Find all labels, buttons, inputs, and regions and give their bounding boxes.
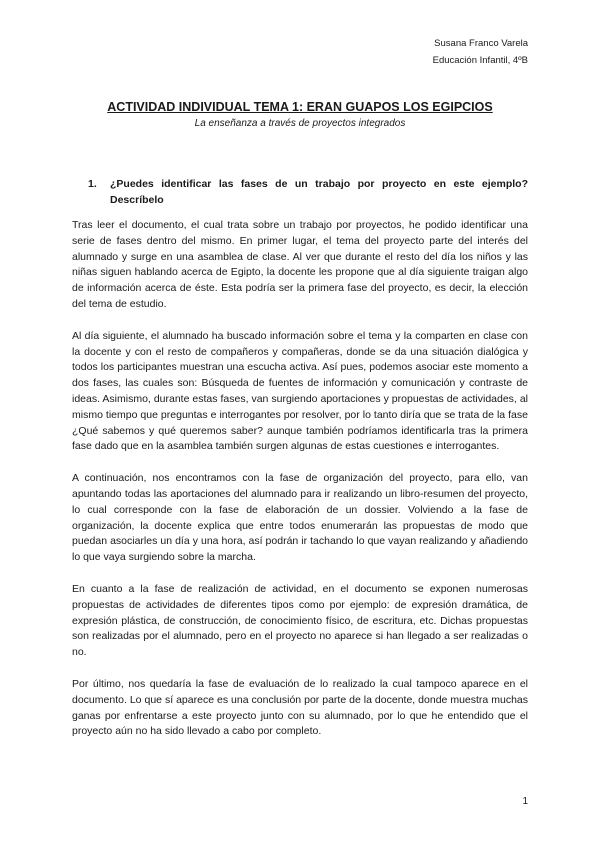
paragraph: En cuanto a la fase de realización de actividad, en el documento se exponen numerosas propuestas de actividades de diferentes tipos como por ejemplo: de expresión dramática, de expresión plástica, de construcción, de conocimiento físico, de escritura, etc. Dichas propuestas son realizadas por el alumnado, pero en el proyecto no aparece si han llegado a ser realizadas o no. [72,582,528,659]
course-label: Educación Infantil, 4ºB [432,55,528,66]
author-name: Susana Franco Varela [434,38,528,49]
paragraph: A continuación, nos encontramos con la fase de organización del proyecto, para ello, van apuntando todas las aportaciones del alumnado para ir realizando un libro-resumen del proyecto, lo cual corresponde con la fase de elaboración de un dossier. Volviendo a la fase de organización, la docente explica que entre todos enumerarán las propuestas de modo que puedan asociarles un día y una hora, así podrán ir tachando lo que vayan realizando y añadiendo lo que vaya surgiendo sobre la marcha. [72,472,528,564]
paragraph: Tras leer el documento, el cual trata sobre un trabajo por proyectos, he podido identificar una serie de fases dentro del mismo. En primer lugar, el tema del proyecto parte del interés del alumnado y surge en una asamblea de clase. Al ver que durante el resto del día los niños y las niñas siguen hablando acerca de Egipto, la docente les propone que al día siguiente traigan algo de información acerca de éste. Esta podría ser la primera fase del proyecto, es decir, la elección del tema de estudio. [72,219,528,310]
page-number: 1 [522,796,528,807]
answer-body [72,218,528,756]
document-title: ACTIVIDAD INDIVIDUAL TEMA 1: ERAN GUAPOS LOS EGIPCIOS [107,100,493,114]
question-text: ¿Puedes identificar las fases de un trabajo por proyecto en este ejemplo? Descríbelo [110,178,528,206]
paragraph: Por último, nos quedaría la fase de evaluación de lo realizado la cual tampoco aparece en el documento. Lo que sí aparece es una conclusión por parte de la docente, donde muestra muchas ganas por enfrentarse a este proyecto junto con su alumnado, por lo que he entendido que el proyecto aún no ha sido llevado a cabo por completo. [72,677,528,738]
question-heading [88,176,528,208]
page-header [433,35,528,69]
paragraph: Al día siguiente, el alumnado ha buscado información sobre el tema y la comparten en clase con la docente y con el resto de compañeros y compañeras, donde se da una situación dialógica y todos los participantes muestran una escucha activa. Así pues, podemos asociar este momento a dos fases, las cuales son: Búsqueda de fuentes de información y comunicación y contraste de ideas. Asimismo, durante estas fases, van surgiendo aportaciones y propuestas de actividades, al mismo tiempo que preguntas e interrogantes por resolver, por lo tanto diría que se trata de la fase ¿Qué sabemos y qué queremos saber? aunque también podríamos identificarla tras la primera fase dado que en la asamblea también surgen algunas de estas cuestiones e interrogantes. [72,329,528,453]
document-subtitle: La enseñanza a través de proyectos integrados [194,118,406,129]
question-number: 1. [88,178,97,190]
